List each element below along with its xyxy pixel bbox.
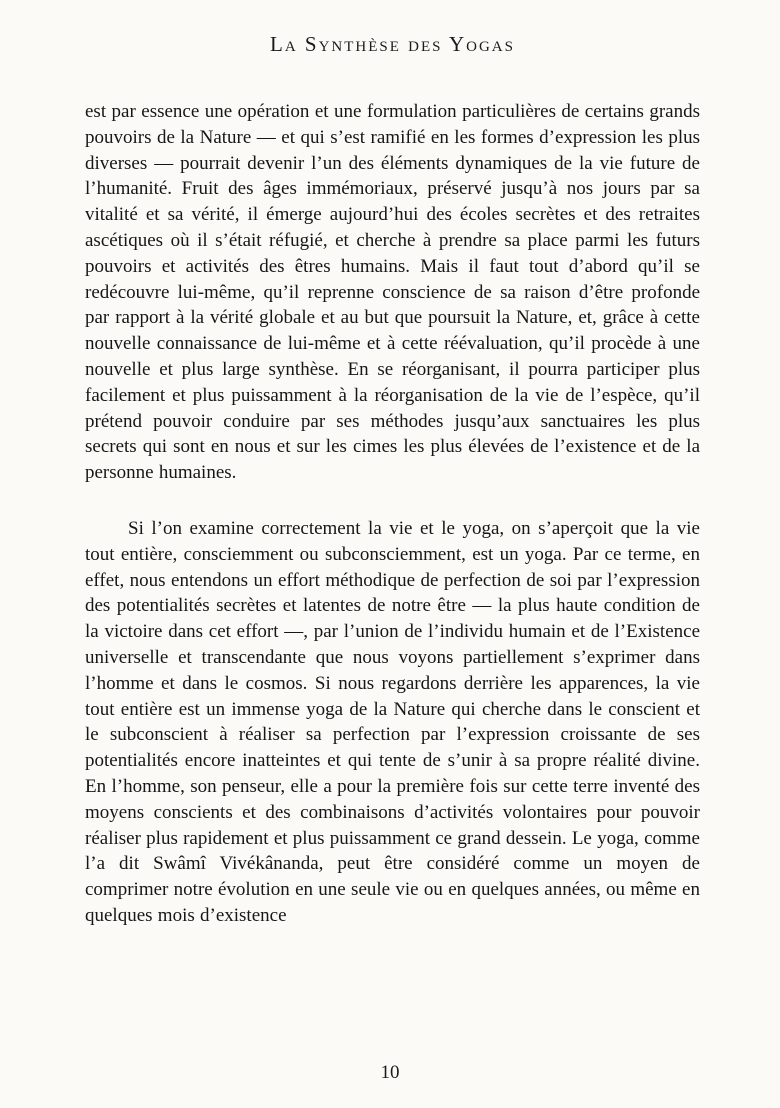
- running-title: La Synthèse des Yogas: [270, 32, 515, 56]
- paragraph-1: est par essence une opération et une formulation particulières de certains grands pouvoirs de la Nature — et qui s’est ramifié en les formes d’expression les plus diverses — pourrait devenir l’un des éléments dynamiques de la vie future de l’humanité. Fruit des âges immémoriaux, préservé jusqu’à nos jours par sa vitalité et sa vérité, il émerge aujourd’hui des écoles secrètes et des retraites ascétiques où il s’était réfugié, et cherche à prendre sa place parmi les futurs pouvoirs et activités des êtres humains. Mais il faut tout d’abord qu’il se redécouvre lui-même, qu’il reprenne conscience de sa raison d’être profonde par rapport à la vérité globale et au but que poursuit la Nature, et, grâce à cette nouvelle connaissance de lui-même et à cette réévaluation, qu’il procède à une nouvelle et plus large synthèse. En se réorganisant, il pourra participer plus facilement et plus puissamment à la réorganisation de la vie de l’espèce, qu’il prétend pouvoir conduire par ses méthodes jusqu’aux sanctuaires les plus secrets qui sont en nous et sur les cimes les plus élevées de l’existence et de la personne humaines.: [85, 101, 700, 484]
- page-number: 10: [380, 1062, 400, 1083]
- paragraph-2: Si l’on examine correctement la vie et le yoga, on s’aperçoit que la vie tout entière, consciemment ou subconsciemment, est un yoga. Par ce terme, en effet, nous entendons un effort méthodique de perfection de soi par l’expression des potentialités secrètes et latentes de notre être — la plus haute condition de la victoire dans cet effort —, par l’union de l’individu humain et de l’Existence universelle et transcendante que nous voyons partiellement s’exprimer dans l’homme et dans le cosmos. Si nous regardons derrière les apparences, la vie tout entière est un immense yoga de la Nature qui cherche dans le conscient et le subconscient à réaliser sa perfection par l’expression croissante de ses potentialités encore inatteintes et qui tente de s’unir à sa propre réalité divine. En l’homme, son penseur, elle a pour la première fois sur cette terre inventé des moyens conscients et des combinaisons d’activités volontaires pour pouvoir réaliser plus rapidement et plus puissamment ce grand dessein. Le yoga, comme l’a dit Swâmî Vivékânanda, peut être considéré comme un moyen de comprimer notre évolution en une seule vie ou en quelques années, ou même en quelques mois d’existence: [85, 517, 700, 926]
- page-body: [85, 99, 700, 929]
